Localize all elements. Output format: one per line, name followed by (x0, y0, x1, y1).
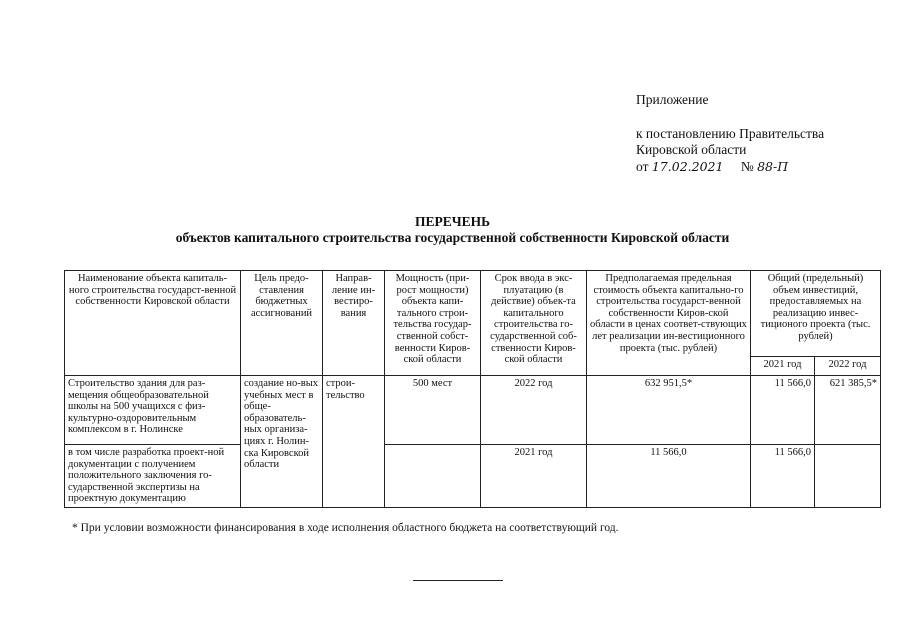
appendix-line2: Кировской области (636, 142, 747, 157)
document-heading (0, 214, 905, 246)
header-name: Наименование объекта капиталь-ного строительства государст-венной собственности Кировской области (65, 271, 241, 376)
heading-subtitle: объектов капитального строительства государственной собственности Кировской области (175, 230, 730, 245)
closing-rule (413, 580, 503, 581)
row-deadline: 2021 год (481, 445, 587, 508)
row-2022: 621 385,5* (815, 376, 881, 445)
row-2022 (815, 445, 881, 508)
header-purpose: Цель предо-ставления бюджетных ассигнований (241, 271, 323, 376)
objects-table (64, 270, 881, 508)
header-year-2021: 2021 год (751, 356, 815, 375)
appendix-date-line (636, 159, 824, 176)
heading-title: ПЕРЕЧЕНЬ (414, 214, 491, 229)
appendix-title: Приложение (636, 92, 709, 107)
row-purpose: создание но-вых учебных мест в обще-образователь-ных организа-циях г. Нолин-ска Кировской области (241, 376, 323, 508)
appendix-line1: к постановлению Правительства (636, 125, 825, 141)
row-name: в том числе разработка проект-ной документации с получением положительного заключения го-сударственной экспертизы на проектную документацию (65, 445, 241, 508)
row-name: Строительство здания для раз-мещения общеобразовательной школы на 500 учащихся с физ-культурно-оздоровительным комплексом в г. Нолинске (65, 376, 241, 445)
header-row (65, 271, 881, 357)
handwritten-number: 88-П (757, 158, 789, 174)
header-direction: Направ-ление ин-вестиро-вания (323, 271, 385, 376)
footnote: * При условии возможности финансирования в ходе исполнения областного бюджета на соответствующий год. (72, 522, 619, 534)
row-cost: 11 566,0 (587, 445, 751, 508)
table-row (65, 445, 881, 508)
header-capacity: Мощность (при-рост мощности) объекта капи-тального строи-тельства государ-ственной собст-венности Киров-ской области (385, 271, 481, 376)
header-year-2022: 2022 год (815, 356, 881, 375)
row-capacity (385, 445, 481, 508)
row-2021: 11 566,0 (751, 376, 815, 445)
row-2021: 11 566,0 (751, 445, 815, 508)
number-label: № (740, 158, 754, 174)
appendix-block (636, 92, 824, 175)
header-total: Общий (предельный) объем инвестиций, предоставляемых на реализацию инвес-тиционого проекта (тыс. рублей) (751, 271, 881, 357)
row-cost: 632 951,5* (587, 376, 751, 445)
header-cost: Предполагаемая предельная стоимость объекта капитально-го строительства государст-венной собственности Киров-ской области в ценах соответ-ствующих лет реализации ин-вестиционного проекта (тыс. рублей) (587, 271, 751, 376)
table-row (65, 376, 881, 445)
row-capacity: 500 мест (385, 376, 481, 445)
row-deadline: 2022 год (481, 376, 587, 445)
header-deadline: Срок ввода в экс-плуатацию (в действие) объек-та капитального строительства го-сударственной соб-ственности Киров-ской области (481, 271, 587, 376)
from-label: от (636, 158, 649, 174)
row-direction: строи-тельство (323, 376, 385, 508)
handwritten-date: 17.02.2021 (651, 158, 724, 174)
